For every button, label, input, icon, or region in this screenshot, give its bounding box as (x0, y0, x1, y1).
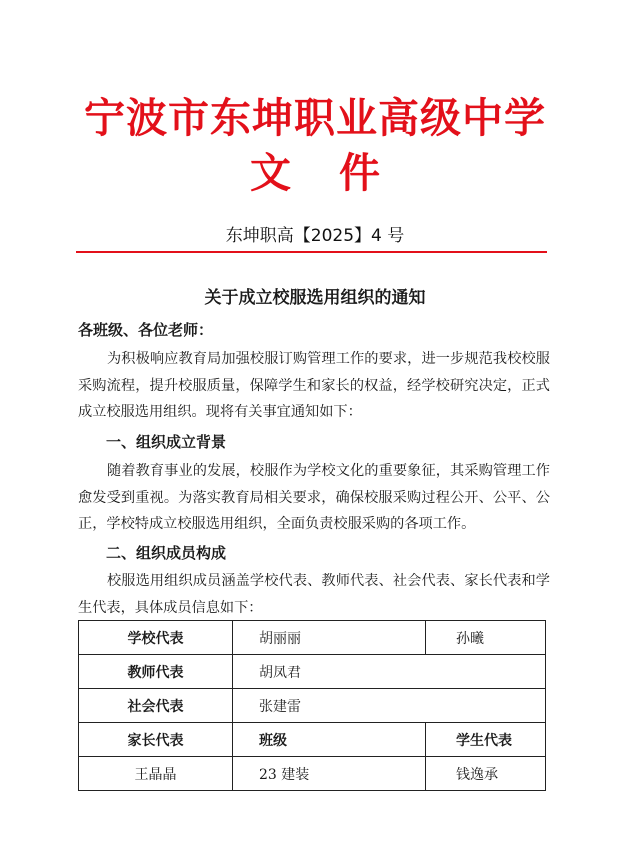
table-row (79, 723, 546, 757)
parent-rep-header: 家长代表 (79, 723, 233, 757)
section2-heading: 二、组织成员构成 (106, 544, 227, 562)
teacher-rep-label: 教师代表 (79, 655, 233, 689)
section1-paragraph: 随着教育事业的发展，校服作为学校文化的重要象征，其采购管理工作愈发受到重视。为落实教育局相关要求，确保校服采购过程公开、公平、公正，学校特成立校服选用组织，全面负责校服采购的各项工作。 (78, 463, 550, 532)
society-rep-label: 社会代表 (79, 689, 233, 723)
school-rep-member-2: 孙曦 (426, 621, 546, 655)
intro-paragraph: 为积极响应教育局加强校服订购管理工作的要求，进一步规范我校校服采购流程，提升校服质量，保障学生和家长的权益，经学校研究决定，正式成立校服选用组织。现将有关事宜通知如下： (78, 351, 550, 420)
members-table (78, 620, 546, 791)
table-row (79, 757, 546, 791)
school-rep-label: 学校代表 (79, 621, 233, 655)
student-rep-header: 学生代表 (426, 723, 546, 757)
section2-paragraph: 校服选用组织成员涵盖学校代表、教师代表、社会代表、家长代表和学生代表，具体成员信息如下： (78, 573, 550, 616)
document-type-title: 文件 (250, 149, 428, 197)
notice-title: 关于成立校服选用组织的通知 (204, 288, 426, 308)
class-name: 23 建装 (233, 757, 426, 791)
table-row (79, 689, 546, 723)
document-number: 东坤职高【2025】4 号 (225, 226, 405, 246)
salutation: 各班级、各位老师： (78, 321, 214, 339)
student-rep-name: 钱逸承 (426, 757, 546, 791)
table-row (79, 655, 546, 689)
class-header: 班级 (233, 723, 426, 757)
school-rep-member-1: 胡丽丽 (233, 621, 426, 655)
society-rep-member: 张建雷 (233, 689, 546, 723)
parent-rep-name: 王晶晶 (79, 757, 233, 791)
teacher-rep-member: 胡凤君 (233, 655, 546, 689)
table-row (79, 621, 546, 655)
red-separator-line (76, 251, 547, 253)
organization-title: 宁波市东坤职业高级中学 (84, 94, 546, 142)
section1-heading: 一、组织成立背景 (106, 433, 227, 451)
